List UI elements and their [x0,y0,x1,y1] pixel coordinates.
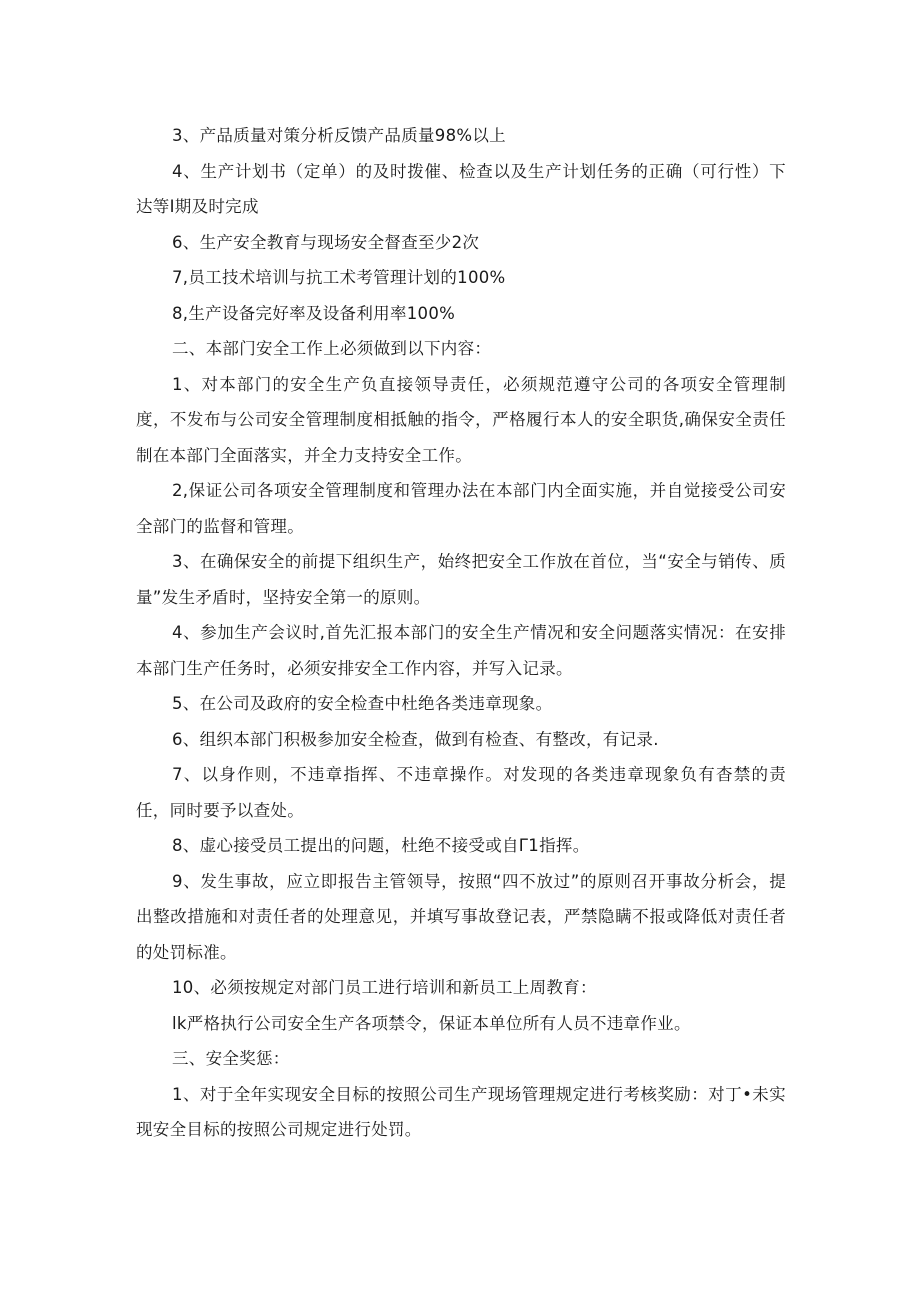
paragraph-staff-training: 7,员工技术培训与抗工术考管理计划的100% [172,268,506,287]
paragraph-production-plan: 4、生产计划书（定单）的及时拨催、检查以及生产计划任务的正确（可行性）下达等I期及时完成 [136,161,786,216]
section-heading-rewards-penalties: 三、安全奖惩： [172,1049,290,1068]
paragraph-no-violations: 5、在公司及政府的安全检查中杜绝各类违章现象。 [172,694,553,713]
paragraph-safety-first: 3、在确保安全的前提下组织生产，始终把安全工作放在首位，当“安全与销传、质量”发生矛盾时，坚持安全第一的原则。 [136,552,786,607]
paragraph-lead-by-example: 7、以身作则，不违章指挥、不违章操作。对发现的各类违章现象负有杳禁的责任，同时要予以查处。 [136,765,786,820]
paragraph-direct-responsibility: 1、对本部门的安全生产负直接领导责任，必须规范遵守公司的各项安全管理制度，不发布与公司安全管理制度相抵触的指令，严格履行本人的安全职货,确保安全责任制在本部门全面落实，并全力支持安全工作。 [136,374,786,465]
paragraph-implement-rules: 2,保证公司各项安全管理制度和管理办法在本部门内全面实施，并自觉接受公司安全部门的监督和管理。 [136,481,786,536]
paragraph-reward-penalty-rule: 1、对于全年实现安全目标的按照公司生产现场管理规定进行考核奖励：对丁•未实现安全目标的按照公司规定进行处罚。 [136,1084,786,1139]
paragraph-equipment-rate: 8,生产设备完好率及设备利用率100% [172,303,456,323]
paragraph-enforce-prohibitions: lk严格执行公司安全生产各项禁令，保证本单位所有人员不违章作业。 [172,1013,691,1033]
paragraph-quality-target: 3、产品质量对策分析反馈产品质量98%以上 [172,126,506,145]
section-heading-department-safety: 二、本部门安全工作上必须做到以下内容： [172,339,492,358]
paragraph-safety-inspection: 6、组织本部门积极参加安全检查，做到有检查、有整改，有记录. [172,729,659,749]
document-body [136,118,786,1148]
paragraph-production-meeting: 4、参加生产会议时,首先汇报本部门的安全生产情况和安全问题落实情况：在安排本部门生产任务时，必须安排安全工作内容，并写入记录。 [136,623,786,678]
paragraph-staff-education: 10、必须按规定对部门员工进行培训和新员工上周教育： [172,978,597,997]
paragraph-accident-report: 9、发生事故，应立即报告主管领导，按照“四不放过”的原则召开事故分析会，提出整改措施和对责任者的处理意见，并填写事故登记表，严禁隐瞒不报或降低对责任者的处罚标准。 [136,871,786,962]
paragraph-accept-feedback: 8、虚心接受员工提出的问题，杜绝不接受或自Γ1指挥。 [172,836,590,855]
paragraph-safety-education: 6、生产安全教育与现场安全督查至少2次 [172,232,480,252]
